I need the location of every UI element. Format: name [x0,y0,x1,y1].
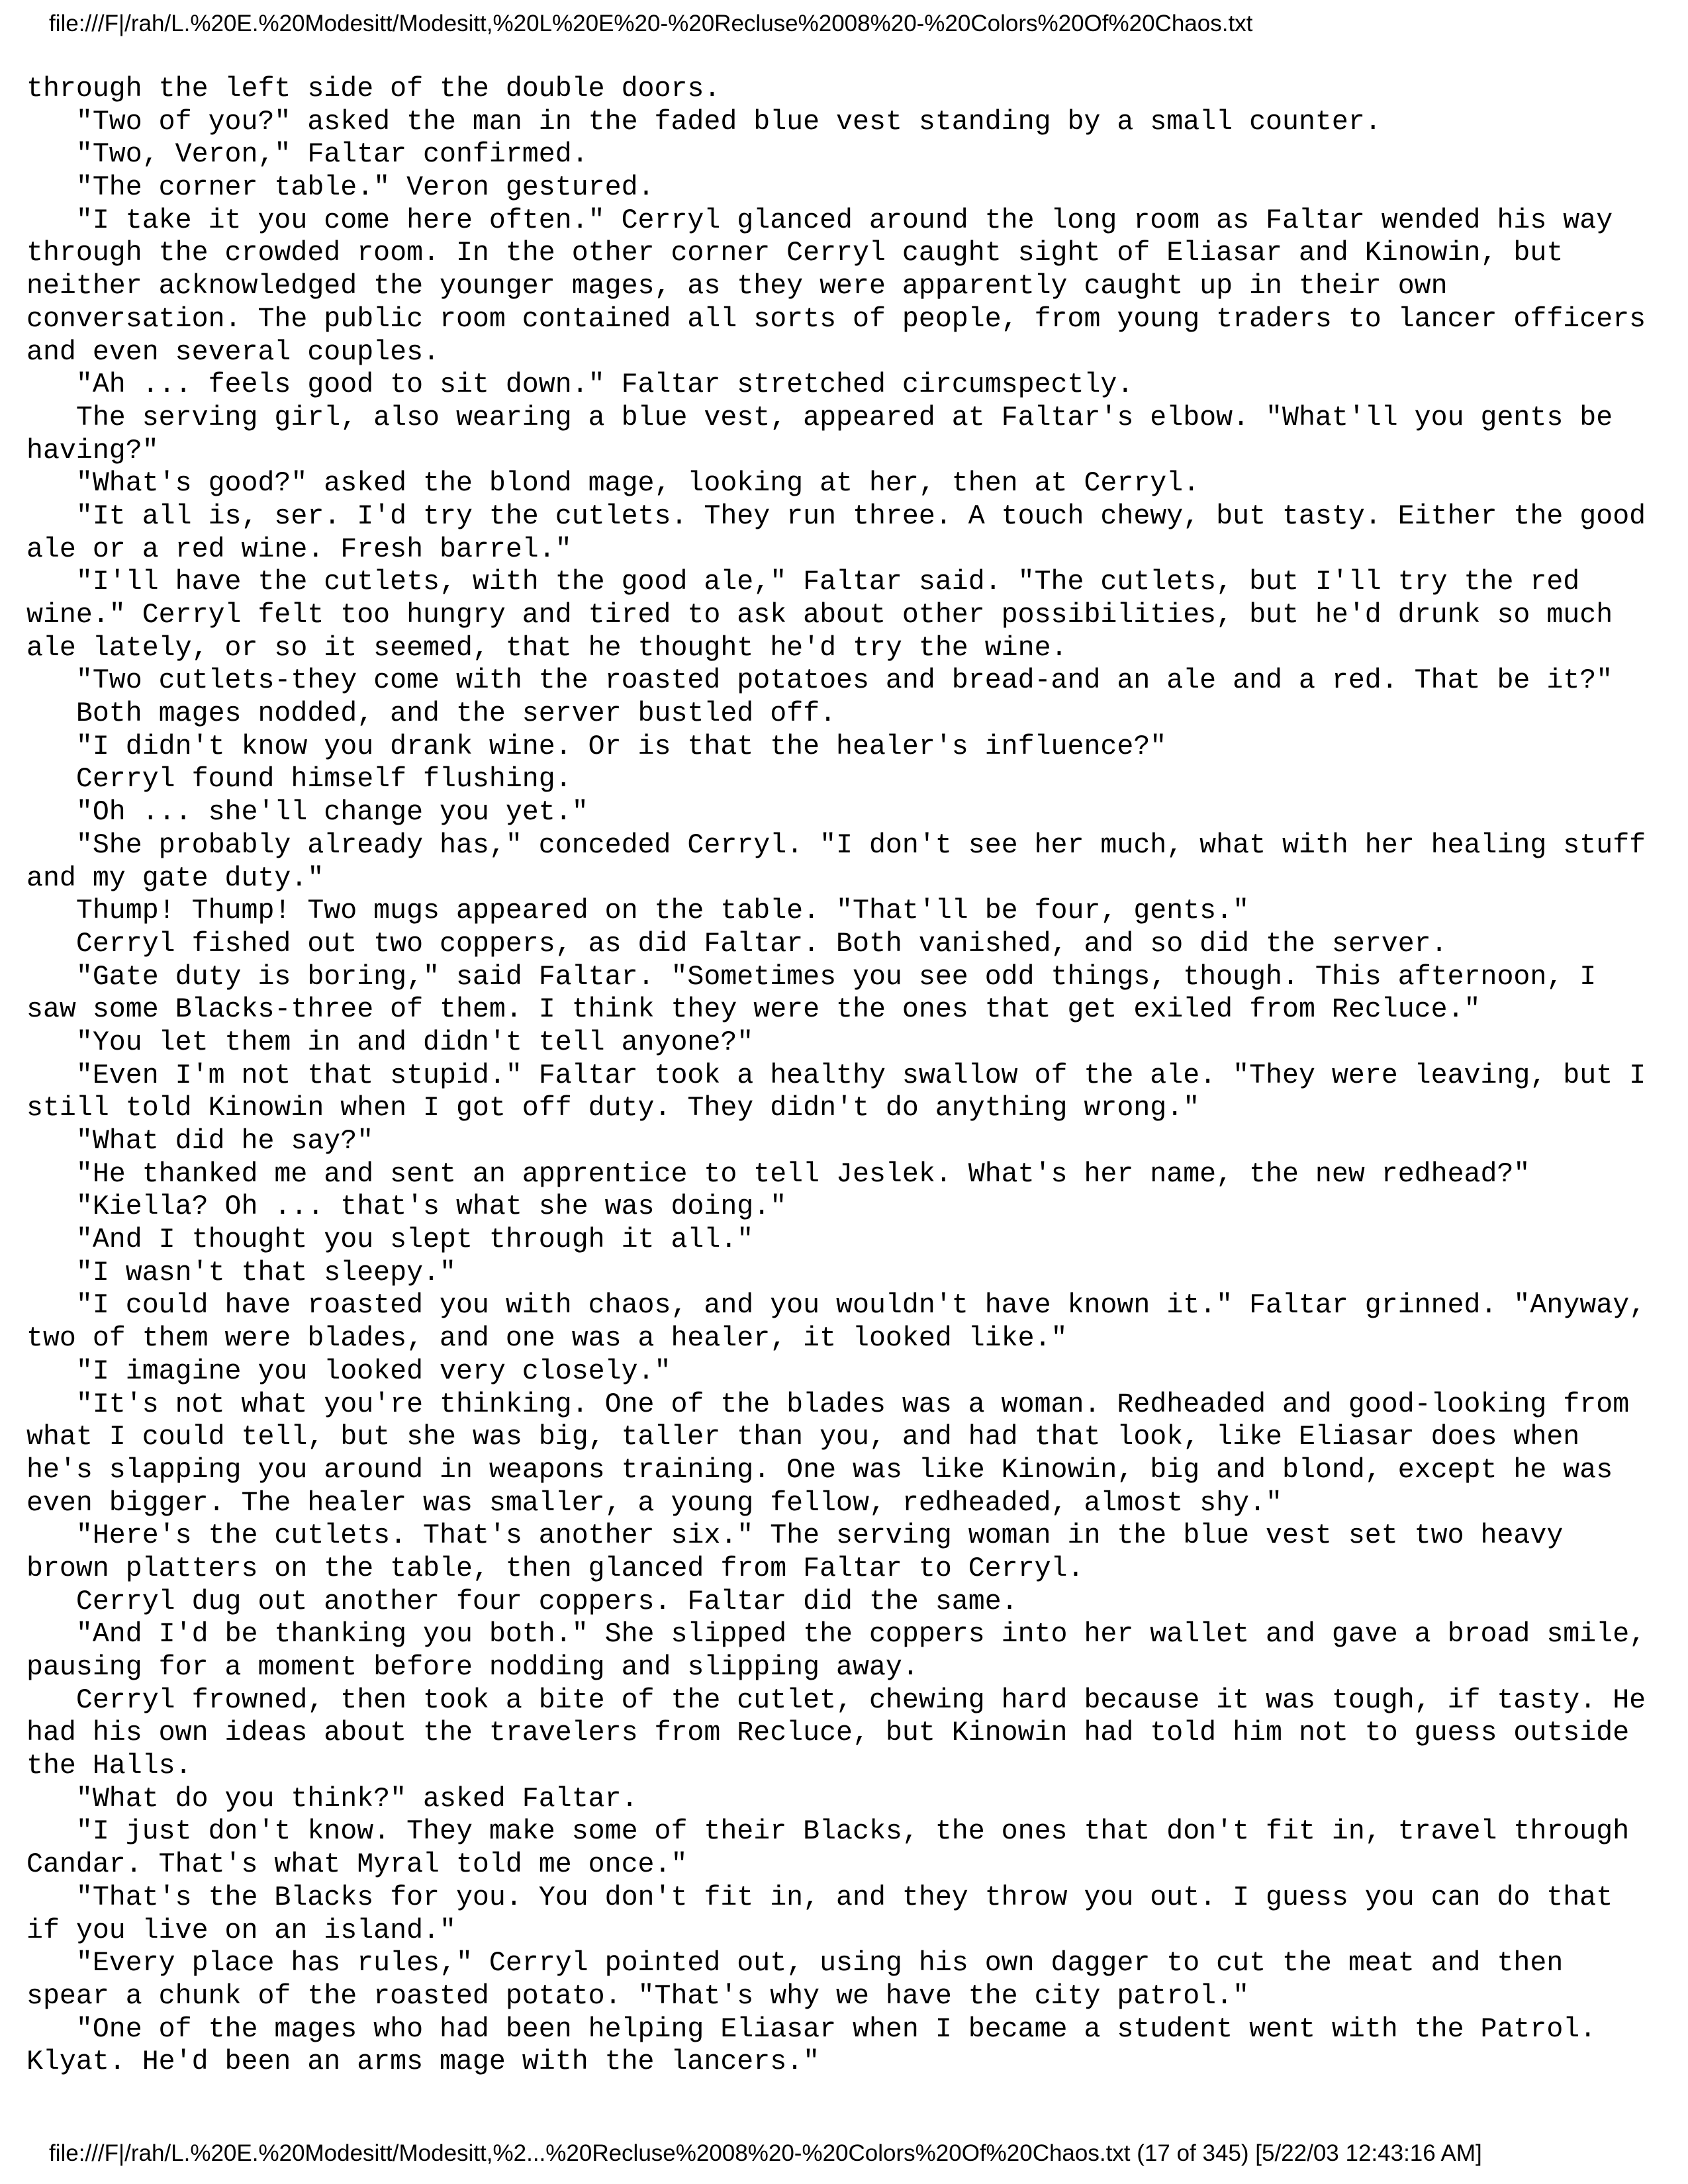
footer-file-path-page-info: file:///F|/rah/L.%20E.%20Modesitt/Modesitt,%2...%20Recluse%2008%20-%20Colors%20Of%20Chaos.txt (17 of 345) [5/22/03 12:43:16 AM] [49,2140,1482,2166]
text-line: "And I thought you slept through it all." [26,1224,754,1256]
text-line: "That's the Blacks for you. You don't fit in, and they throw you out. I guess you can do that [26,1882,1613,1913]
text-line: "I could have roasted you with chaos, and you wouldn't have known it." Faltar grinned. "Anyway, [26,1290,1646,1322]
text-line: "Kiella? Oh ... that's what she was doing." [26,1191,787,1223]
header-file-path: file:///F|/rah/L.%20E.%20Modesitt/Modesitt,%20L%20E%20-%20Recluse%2008%20-%20Colors%20Of%20Chaos.txt [49,11,1253,36]
text-line: "It's not what you're thinking. One of the blades was a woman. Redheaded and good-looking from [26,1388,1630,1420]
text-line: "The corner table." Veron gestured. [26,172,655,204]
text-line: "It all is, ser. I'd try the cutlets. They run three. A touch chewy, but tasty. Either the good [26,500,1646,532]
text-line: pausing for a moment before nodding and slipping away. [26,1652,919,1683]
text-line: through the crowded room. In the other corner Cerryl caught sight of Eliasar and Kinowin, but [26,238,1564,269]
text-line: "What's good?" asked the blond mage, looking at her, then at Cerryl. [26,468,1200,500]
text-line: "Two of you?" asked the man in the faded blue vest standing by a small counter. [26,106,1382,138]
text-line: "And I'd be thanking you both." She slipped the coppers into her wallet and gave a broad smile, [26,1619,1646,1651]
text-line: even bigger. The healer was smaller, a young fellow, redheaded, almost shy." [26,1487,1282,1519]
text-line: Klyat. He'd been an arms mage with the lancers." [26,2046,820,2078]
text-line: Cerryl fished out two coppers, as did Faltar. Both vanished, and so did the server. [26,928,1448,960]
text-line: ale lately, or so it seemed, that he thought he'd try the wine. [26,632,1068,664]
text-line: he's slapping you around in weapons training. One was like Kinowin, big and blond, except he was [26,1454,1613,1486]
text-line: Cerryl frowned, then took a bite of the cutlet, chewing hard because it was tough, if tasty. He [26,1684,1646,1716]
text-line: "What did he say?" [26,1126,374,1157]
text-line: Both mages nodded, and the server bustled off. [26,698,837,730]
text-line: spear a chunk of the roasted potato. "That's why we have the city patrol." [26,1980,1250,2012]
text-line: Cerryl found himself flushing. [26,764,572,796]
text-line: what I could tell, but she was big, taller than you, and had that look, like Eliasar does when [26,1422,1580,1453]
text-line: "Gate duty is boring," said Faltar. "Sometimes you see odd things, though. This afternoon, I [26,961,1597,993]
text-line: ale or a red wine. Fresh barrel." [26,533,572,565]
text-line: "He thanked me and sent an apprentice to tell Jeslek. What's her name, the new redhead?" [26,1158,1530,1190]
text-line: Cerryl dug out another four coppers. Faltar did the same. [26,1586,1018,1617]
text-line: neither acknowledged the younger mages, as they were apparently caught up in their own [26,271,1448,302]
text-line: "I just don't know. They make some of their Blacks, the ones that don't fit in, travel through [26,1816,1630,1848]
text-line: "Oh ... she'll change you yet." [26,797,588,829]
text-line: Candar. That's what Myral told me once." [26,1849,688,1881]
text-line: "Every place has rules," Cerryl pointed out, using his own dagger to cut the meat and then [26,1948,1564,1979]
text-line: wine." Cerryl felt too hungry and tired to ask about other possibilities, but he'd drunk so much [26,600,1613,631]
text-line: "Here's the cutlets. That's another six." The serving woman in the blue vest set two heavy [26,1520,1564,1552]
document-body-text [26,73,1646,2079]
text-line: "I wasn't that sleepy." [26,1257,456,1289]
text-line: and my gate duty." [26,862,324,894]
text-line: "What do you think?" asked Faltar. [26,1783,638,1815]
text-line: "I imagine you looked very closely." [26,1355,671,1387]
text-line: conversation. The public room contained all sorts of people, from young traders to lancer officers [26,303,1646,335]
text-line: brown platters on the table, then glanced from Faltar to Cerryl. [26,1553,1084,1584]
text-line: if you live on an island." [26,1915,456,1946]
text-line: had his own ideas about the travelers from Recluce, but Kinowin had told him not to guess outside [26,1717,1630,1749]
text-line: The serving girl, also wearing a blue vest, appeared at Faltar's elbow. "What'll you gents be [26,402,1613,433]
text-line: having?" [26,435,159,467]
text-line: "She probably already has," conceded Cerryl. "I don't see her much, what with her healing stuff [26,829,1646,861]
text-line: "One of the mages who had been helping Eliasar when I became a student went with the Patrol. [26,2013,1597,2045]
text-line: the Halls. [26,1751,192,1782]
text-line: through the left side of the double doors. [26,73,721,105]
text-line: saw some Blacks-three of them. I think they were the ones that get exiled from Recluce." [26,994,1481,1026]
text-line: "Two, Veron," Faltar confirmed. [26,139,588,171]
text-line: "I didn't know you drank wine. Or is that the healer's influence?" [26,731,1167,762]
text-line: still told Kinowin when I got off duty. They didn't do anything wrong." [26,1093,1200,1124]
text-line: "Even I'm not that stupid." Faltar took a healthy swallow of the ale. "They were leaving, but I [26,1060,1646,1091]
text-line: "Two cutlets-they come with the roasted potatoes and bread-and an ale and a red. That be it?" [26,665,1613,697]
text-line: two of them were blades, and one was a healer, it looked like." [26,1323,1068,1355]
text-line: "Ah ... feels good to sit down." Faltar stretched circumspectly. [26,369,1134,401]
text-line: "I'll have the cutlets, with the good ale," Faltar said. "The cutlets, but I'll try the red [26,567,1580,598]
text-line: "I take it you come here often." Cerryl glanced around the long room as Faltar wended his way [26,205,1613,236]
text-line: and even several couples. [26,336,440,368]
text-line: "You let them in and didn't tell anyone?" [26,1026,754,1058]
text-line: Thump! Thump! Two mugs appeared on the table. "That'll be four, gents." [26,895,1250,927]
